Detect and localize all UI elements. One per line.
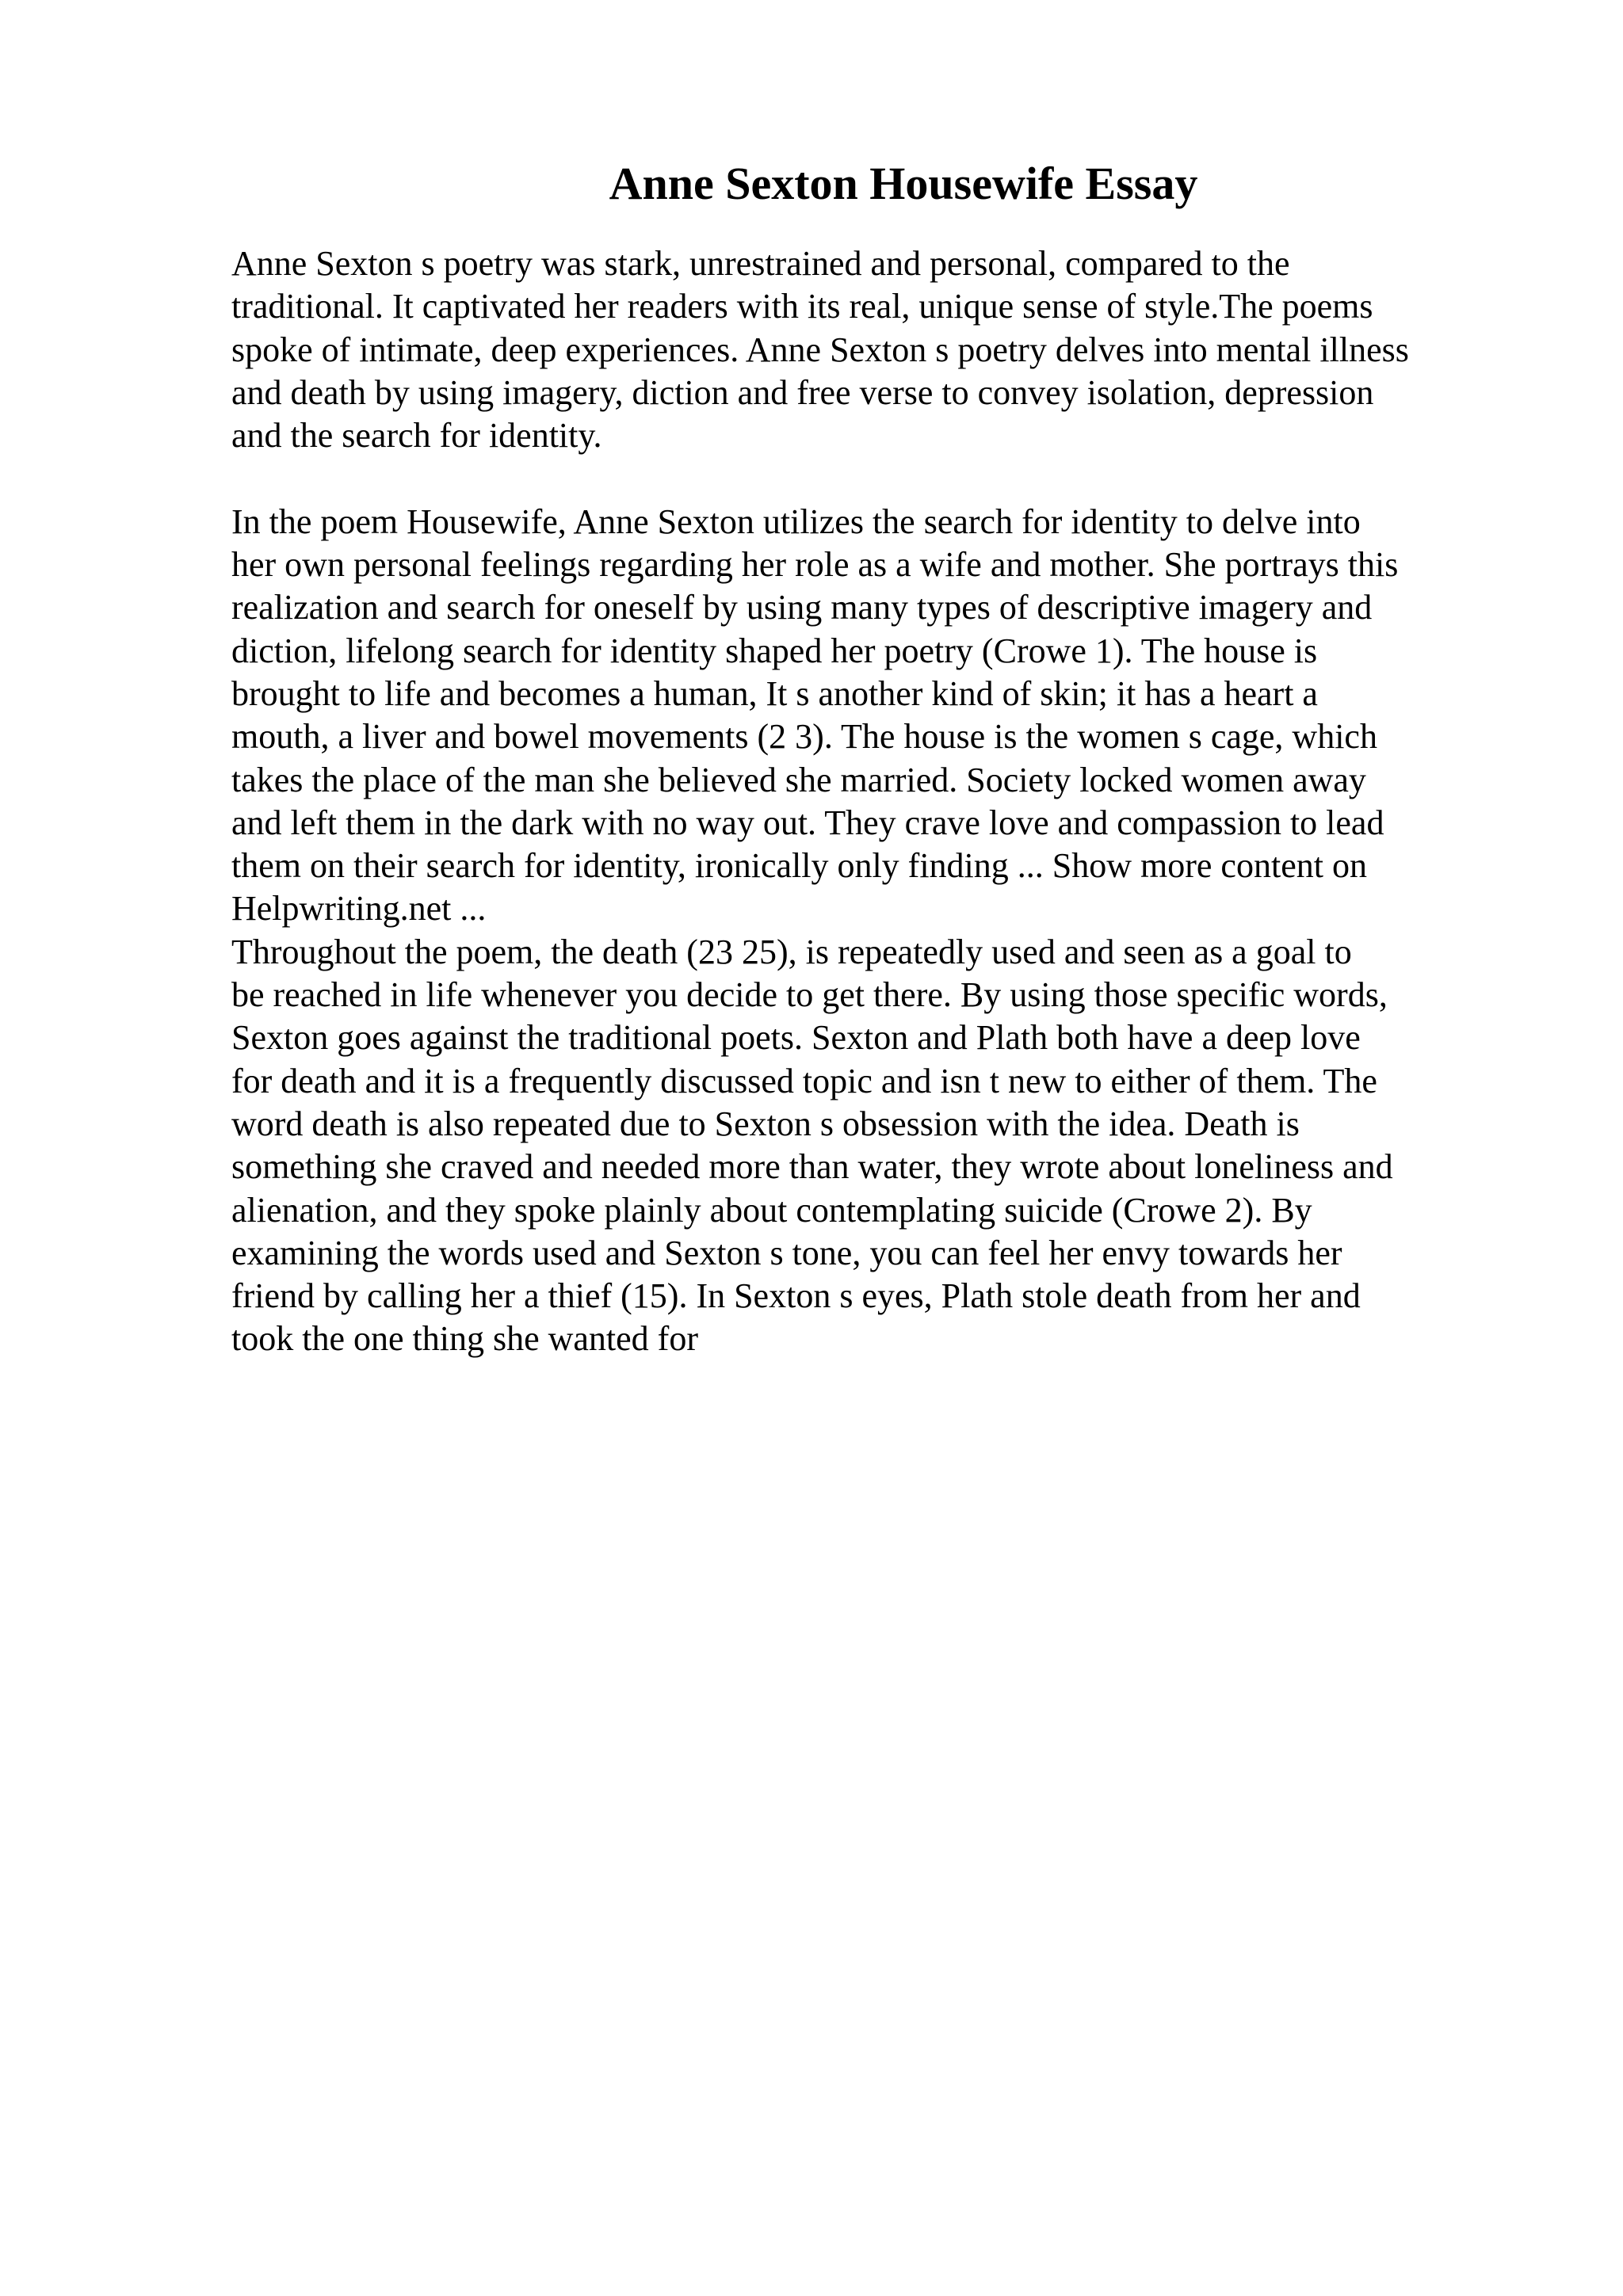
- text-line: be reached in life whenever you decide to get there. By using those specific words,: [231, 975, 1388, 1015]
- text-line: her own personal feelings regarding her role as a wife and mother. She portrays this: [231, 545, 1399, 585]
- text-line: Helpwriting.net ...: [231, 889, 487, 929]
- text-line: alienation, and they spoke plainly about contemplating suicide (Crowe 2). By: [231, 1190, 1312, 1230]
- document-body: [231, 242, 1594, 1361]
- paragraph-2: [231, 501, 1594, 931]
- text-line: traditional. It captivated her readers with its real, unique sense of style.The poems: [231, 287, 1373, 326]
- text-line: realization and search for oneself by using many types of descriptive imagery and: [231, 588, 1373, 627]
- text-line: spoke of intimate, deep experiences. Anne Sexton s poetry delves into mental illness: [231, 330, 1409, 369]
- paragraph-1: [231, 242, 1594, 457]
- text-line: them on their search for identity, ironically only finding ... Show more content on: [231, 846, 1367, 886]
- text-line: Anne Sexton s poetry was stark, unrestrained and personal, compared to the: [231, 244, 1290, 283]
- text-line: something she craved and needed more than water, they wrote about loneliness and: [231, 1147, 1393, 1187]
- text-line: mouth, a liver and bowel movements (2 3). The house is the women s cage, which: [231, 717, 1377, 757]
- paragraph-3: [231, 931, 1594, 1361]
- text-line: Sexton goes against the traditional poets. Sexton and Plath both have a deep love: [231, 1018, 1361, 1058]
- text-line: took the one thing she wanted for: [231, 1319, 698, 1359]
- text-line: diction, lifelong search for identity shaped her poetry (Crowe 1). The house is: [231, 631, 1318, 670]
- document-title: Anne Sexton Housewife Essay: [609, 158, 1198, 209]
- text-line: word death is also repeated due to Sexton s obsession with the idea. Death is: [231, 1104, 1300, 1143]
- text-line: takes the place of the man she believed she married. Society locked women away: [231, 760, 1366, 799]
- text-line: and left them in the dark with no way out. They crave love and compassion to lead: [231, 803, 1384, 842]
- paragraph-spacer: [231, 457, 1594, 500]
- text-line: friend by calling her a thief (15). In Sexton s eyes, Plath stole death from her and: [231, 1276, 1361, 1316]
- text-line: In the poem Housewife, Anne Sexton utilizes the search for identity to delve into: [231, 502, 1361, 541]
- text-line: and the search for identity.: [231, 416, 602, 456]
- text-line: Throughout the poem, the death (23 25), is repeatedly used and seen as a goal to: [231, 932, 1352, 971]
- text-line: brought to life and becomes a human, It s another kind of skin; it has a heart a: [231, 673, 1318, 713]
- text-line: for death and it is a frequently discussed topic and isn t new to either of them. The: [231, 1061, 1377, 1100]
- text-line: examining the words used and Sexton s tone, you can feel her envy towards her: [231, 1233, 1342, 1272]
- text-line: and death by using imagery, diction and free verse to convey isolation, depression: [231, 372, 1374, 412]
